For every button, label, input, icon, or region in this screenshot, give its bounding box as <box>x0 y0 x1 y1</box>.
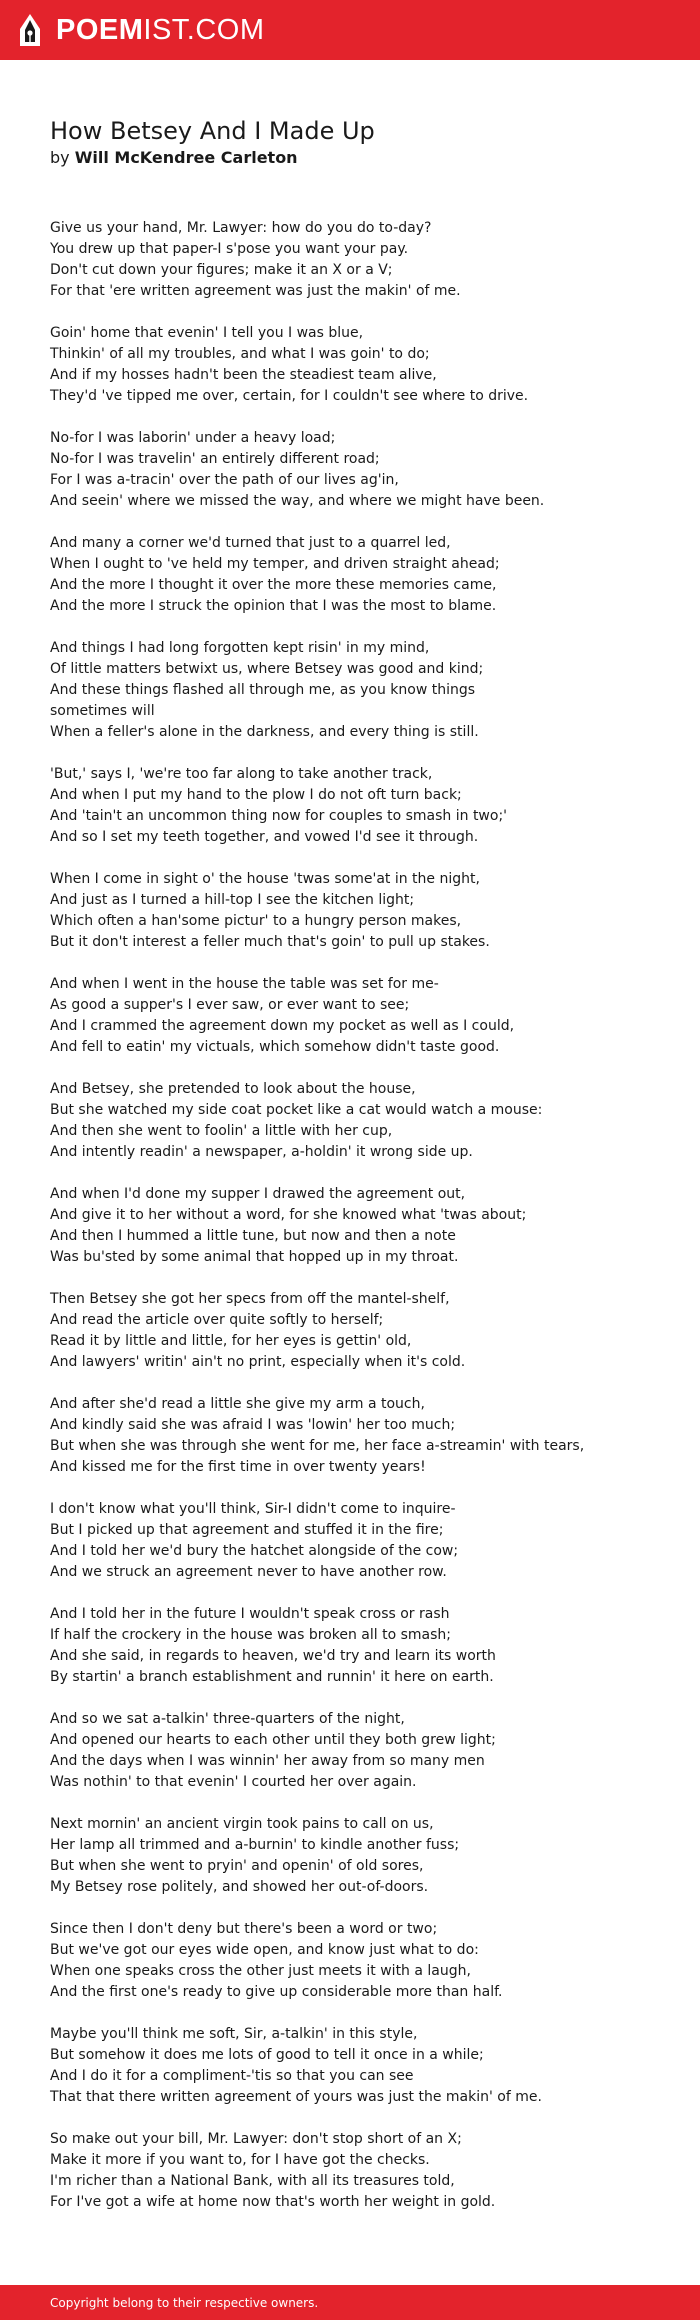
poem-line: And so we sat a-talkin' three-quarters of the night, <box>50 1711 405 1727</box>
poem-line: And we struck an agreement never to have another row. <box>50 1564 447 1580</box>
copyright-text: Copyright belong to their respective owners. <box>50 2296 319 2310</box>
poem-line: But it don't interest a feller much that's goin' to pull up stakes. <box>50 934 490 950</box>
poem-line: And I do it for a compliment-'tis so that you can see <box>50 2068 414 2084</box>
poem-line: And I told her in the future I wouldn't speak cross or rash <box>50 1606 450 1622</box>
poem-line: Her lamp all trimmed and a-burnin' to kindle another fuss; <box>50 1837 460 1853</box>
poem-line: Don't cut down your figures; make it an X or a V; <box>50 262 393 278</box>
poem-stanza <box>50 974 670 1058</box>
poem-line: And kindly said she was afraid I was 'lowin' her too much; <box>50 1417 456 1433</box>
poem-line: But somehow it does me lots of good to tell it once in a while; <box>50 2047 484 2063</box>
poem-line: Since then I don't deny but there's been a word or two; <box>50 1921 438 1937</box>
poem-line: And the first one's ready to give up considerable more than half. <box>50 1984 503 2000</box>
poem-line: Of little matters betwixt us, where Betsey was good and kind; <box>50 661 484 677</box>
top-banner <box>0 0 700 60</box>
poem-line: And so I set my teeth together, and vowed I'd see it through. <box>50 829 479 845</box>
logo-wordmark-bold: POEM <box>56 14 144 46</box>
poem-line: And the days when I was winnin' her away from so many men <box>50 1753 485 1769</box>
poem-stanza <box>50 1289 670 1373</box>
poem-line: When I ought to 've held my temper, and driven straight ahead; <box>50 556 500 572</box>
poem-line: And these things flashed all through me, as you know things <box>50 682 476 698</box>
poem-line: And when I'd done my supper I drawed the agreement out, <box>50 1186 466 1202</box>
by-label: by <box>50 148 70 167</box>
poem-line: And she said, in regards to heaven, we'd try and learn its worth <box>50 1648 496 1664</box>
poem-line: My Betsey rose politely, and showed her out-of-doors. <box>50 1879 429 1895</box>
poem-line: And lawyers' writin' ain't no print, especially when it's cold. <box>50 1354 466 1370</box>
site-logo[interactable] <box>18 12 265 48</box>
poem-stanza <box>50 869 670 953</box>
poem-line: And kissed me for the first time in over twenty years! <box>50 1459 426 1475</box>
poem-line: No-for I was travelin' an entirely different road; <box>50 451 380 467</box>
poem-line: And give it to her without a word, for she knowed what 'twas about; <box>50 1207 527 1223</box>
poem-line: And then she went to foolin' a little with her cup, <box>50 1123 393 1139</box>
poem-line: They'd 've tipped me over, certain, for I couldn't see where to drive. <box>50 388 529 404</box>
poem-line: And just as I turned a hill-top I see the kitchen light; <box>50 892 415 908</box>
poem-line: But we've got our eyes wide open, and know just what to do: <box>50 1942 479 1958</box>
poem-line: And I told her we'd bury the hatchet alongside of the cow; <box>50 1543 459 1559</box>
poem-line: And the more I struck the opinion that I was the most to blame. <box>50 598 497 614</box>
poem-line: No-for I was laborin' under a heavy load; <box>50 430 336 446</box>
poem-line: For I've got a wife at home now that's worth her weight in gold. <box>50 2194 496 2210</box>
logo-wordmark-regular: IST.COM <box>143 14 265 46</box>
poem-line: And then I hummed a little tune, but now and then a note <box>50 1228 456 1244</box>
poem-line: And intently readin' a newspaper, a-holdin' it wrong side up. <box>50 1144 473 1160</box>
poem-line: As good a supper's I ever saw, or ever want to see; <box>50 997 410 1013</box>
poem-line: Which often a han'some pictur' to a hungry person makes, <box>50 913 462 929</box>
poem-line: That that there written agreement of yours was just the makin' of me. <box>50 2089 542 2105</box>
poem-line: And I crammed the agreement down my pocket as well as I could, <box>50 1018 515 1034</box>
poem-stanza <box>50 1079 670 1163</box>
poem-line: Read it by little and little, for her eyes is gettin' old, <box>50 1333 412 1349</box>
poem-line: And read the article over quite softly to herself; <box>50 1312 384 1328</box>
poem-title: How Betsey And I Made Up <box>50 117 375 145</box>
poem-line: By startin' a branch establishment and runnin' it here on earth. <box>50 1669 494 1685</box>
poem-line: I'm richer than a National Bank, with all its treasures told, <box>50 2173 455 2189</box>
poem-line: If half the crockery in the house was broken all to smash; <box>50 1627 452 1643</box>
poem-line: And seein' where we missed the way, and where we might have been. <box>50 493 545 509</box>
poem-line: Next mornin' an ancient virgin took pains to call on us, <box>50 1816 434 1832</box>
poem-line: And 'tain't an uncommon thing now for couples to smash in two;' <box>50 808 508 824</box>
poem-stanza <box>50 533 670 617</box>
poem-line: I don't know what you'll think, Sir-I didn't come to inquire- <box>50 1501 456 1517</box>
poem-line: But when she was through she went for me, her face a-streamin' with tears, <box>50 1438 585 1454</box>
poem-stanza <box>50 764 670 848</box>
poem-line: But she watched my side coat pocket like a cat would watch a mouse: <box>50 1102 543 1118</box>
poem-line: Make it more if you want to, for I have got the checks. <box>50 2152 430 2168</box>
poem-stanza <box>50 1709 670 1793</box>
poem-line: Was nothin' to that evenin' I courted her over again. <box>50 1774 417 1790</box>
poem-line: Was bu'sted by some animal that hopped up in my throat. <box>50 1249 459 1265</box>
poem-line: And after she'd read a little she give my arm a touch, <box>50 1396 425 1412</box>
poem-line: And if my hosses hadn't been the steadiest team alive, <box>50 367 437 383</box>
poem-stanza <box>50 1919 670 2003</box>
poem-stanza <box>50 1184 670 1268</box>
poem-stanza <box>50 218 670 302</box>
author-name[interactable]: Will McKendree Carleton <box>74 148 298 167</box>
poem-line: And fell to eatin' my victuals, which somehow didn't taste good. <box>50 1039 500 1055</box>
poem-line: And opened our hearts to each other until they both grew light; <box>50 1732 496 1748</box>
poem-line: When a feller's alone in the darkness, and every thing is still. <box>50 724 479 740</box>
poem-line: sometimes will <box>50 703 155 719</box>
poem-line: And many a corner we'd turned that just to a quarrel led, <box>50 535 451 551</box>
poem-line: When I come in sight o' the house 'twas some'at in the night, <box>50 871 480 887</box>
poem-line: And the more I thought it over the more these memories came, <box>50 577 497 593</box>
poem-line: Maybe you'll think me soft, Sir, a-talkin' in this style, <box>50 2026 418 2042</box>
poem-line: Thinkin' of all my troubles, and what I was goin' to do; <box>50 346 430 362</box>
poem-line: So make out your bill, Mr. Lawyer: don't stop short of an X; <box>50 2131 462 2147</box>
poem-byline <box>50 146 298 170</box>
poem-stanza <box>50 638 670 743</box>
poem-stanza <box>50 428 670 512</box>
poem-line: Goin' home that evenin' I tell you I was blue, <box>50 325 364 341</box>
poem-line: Then Betsey she got her specs from off the mantel-shelf, <box>50 1291 450 1307</box>
poem-stanza <box>50 2024 670 2108</box>
poem-line: When one speaks cross the other just meets it with a laugh, <box>50 1963 471 1979</box>
poem-stanza <box>50 1604 670 1688</box>
poem-line: But I picked up that agreement and stuffed it in the fire; <box>50 1522 444 1538</box>
poem-line: You drew up that paper-I s'pose you want your pay. <box>50 241 409 257</box>
poem-stanza <box>50 1814 670 1898</box>
footer-bar <box>0 2285 700 2320</box>
poem-stanza <box>50 1499 670 1583</box>
poem-body <box>50 218 670 2234</box>
poem-line: For that 'ere written agreement was just the makin' of me. <box>50 283 461 299</box>
poem-line: For I was a-tracin' over the path of our lives ag'in, <box>50 472 399 488</box>
poem-stanza <box>50 1394 670 1478</box>
logo-wordmark <box>56 12 265 48</box>
poem-stanza <box>50 2129 670 2213</box>
fountain-pen-nib-icon <box>18 12 42 48</box>
poem-line: But when she went to pryin' and openin' of old sores, <box>50 1858 424 1874</box>
poem-line: And things I had long forgotten kept risin' in my mind, <box>50 640 430 656</box>
poem-line: And when I put my hand to the plow I do not oft turn back; <box>50 787 462 803</box>
poem-line: 'But,' says I, 'we're too far along to take another track, <box>50 766 433 782</box>
poem-line: And when I went in the house the table was set for me- <box>50 976 439 992</box>
poem-stanza <box>50 323 670 407</box>
poem-line: And Betsey, she pretended to look about the house, <box>50 1081 416 1097</box>
poem-line: Give us your hand, Mr. Lawyer: how do you do to-day? <box>50 220 432 236</box>
